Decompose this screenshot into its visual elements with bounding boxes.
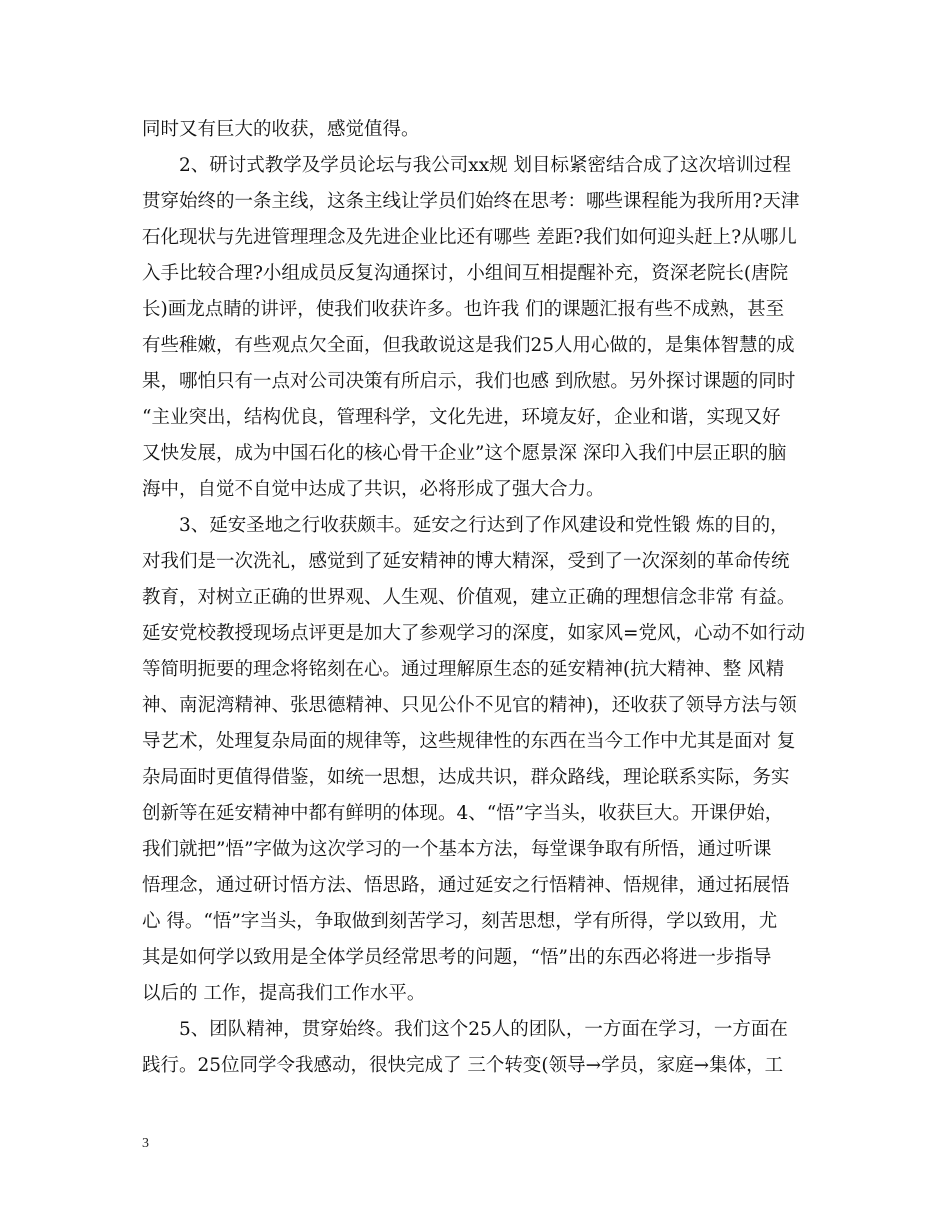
text-line: 其是如何学以致用是全体学员经常思考的问题，“悟”出的东西必将进一步指导 (142, 947, 772, 968)
text-line: 贯穿始终的一条主线，这条主线让学员们始终在思考：哪些课程能为我所用?天津 (142, 191, 800, 212)
text-line: 又快发展，成为中国石化的核心骨干企业”这个愿景深 深印入我们中层正职的脑 (142, 443, 787, 464)
text-line: 以后的 工作，提高我们工作水平。 (142, 983, 426, 1004)
text-line: 等简明扼要的理念将铭刻在心。通过理解原生态的延安精神(抗大精神、整 风精 (142, 659, 785, 680)
text-line: 5、团队精神，贯穿始终。我们这个25人的团队，一方面在学习，一方面在 (142, 1019, 788, 1040)
text-line: 对我们是一次洗礼，感觉到了延安精神的博大精深，受到了一次深刻的革命传统 (142, 551, 790, 572)
text-line: 同时又有巨大的收获，感觉值得。 (142, 119, 420, 140)
text-line: 延安党校教授现场点评更是加大了参观学习的深度，如家风=党风，心动不如行动 (142, 623, 806, 644)
text-line: 心 得。“悟”字当头，争取做到刻苦学习，刻苦思想，学有所得，学以致用，尤 (142, 911, 778, 932)
text-line: 教育，对树立正确的世界观、人生观、价值观，建立正确的理想信念非常 有益。 (142, 587, 796, 608)
text-line: “主业突出，结构优良，管理科学，文化先进，环境友好，企业和谐，实现又好 (142, 407, 781, 428)
text-line: 2、研讨式教学及学员论坛与我公司xx规 划目标紧密结合成了这次培训过程 (142, 155, 792, 176)
text-line: 长)画龙点睛的讲评，使我们收获许多。也许我 们的课题汇报有些不成熟，甚至 (142, 299, 785, 320)
text-line: 导艺术，处理复杂局面的规律等，这些规律性的东西在当今工作中尤其是面对 复 (142, 731, 796, 752)
text-line: 石化现状与先进管理理念及先进企业比还有哪些 差距?我们如何迎头赶上?从哪儿 (142, 227, 797, 248)
text-line: 神、南泥湾精神、张思德精神、只见公仆不见官的精神)，还收获了领导方法与领 (142, 695, 797, 716)
text-line: 悟理念，通过研讨悟方法、悟思路，通过延安之行悟精神、悟规律，通过拓展悟 (142, 875, 790, 896)
text-line: 践行。25位同学令我感动，很快完成了 三个转变(领导→学员，家庭→集体，工 (142, 1055, 784, 1076)
text-line: 杂局面时更值得借鉴，如统一思想，达成共识，群众路线，理论联系实际，务实 (142, 767, 790, 788)
text-line: 海中，自觉不自觉中达成了共识，必将形成了强大合力。 (142, 479, 605, 500)
text-line: 入手比较合理?小组成员反复沟通探讨，小组间互相提醒补充，资深老院长(唐院 (142, 263, 789, 284)
page-number: 3 (142, 1136, 149, 1151)
text-line: 3、延安圣地之行收获颇丰。延安之行达到了作风建设和党性锻 炼的目的， (142, 515, 789, 536)
text-line: 果，哪怕只有一点对公司决策有所启示，我们也感 到欣慰。另外探讨课题的同时 (142, 371, 796, 392)
text-line: 创新等在延安精神中都有鲜明的体现。4、“悟”字当头，收获巨大。开课伊始， (142, 803, 784, 824)
text-line: 我们就把”悟”字做为这次学习的一个基本方法，每堂课争取有所悟，通过听课 (142, 839, 772, 860)
text-line: 有些稚嫩，有些观点欠全面，但我敢说这是我们25人用心做的，是集体智慧的成 (142, 335, 795, 356)
